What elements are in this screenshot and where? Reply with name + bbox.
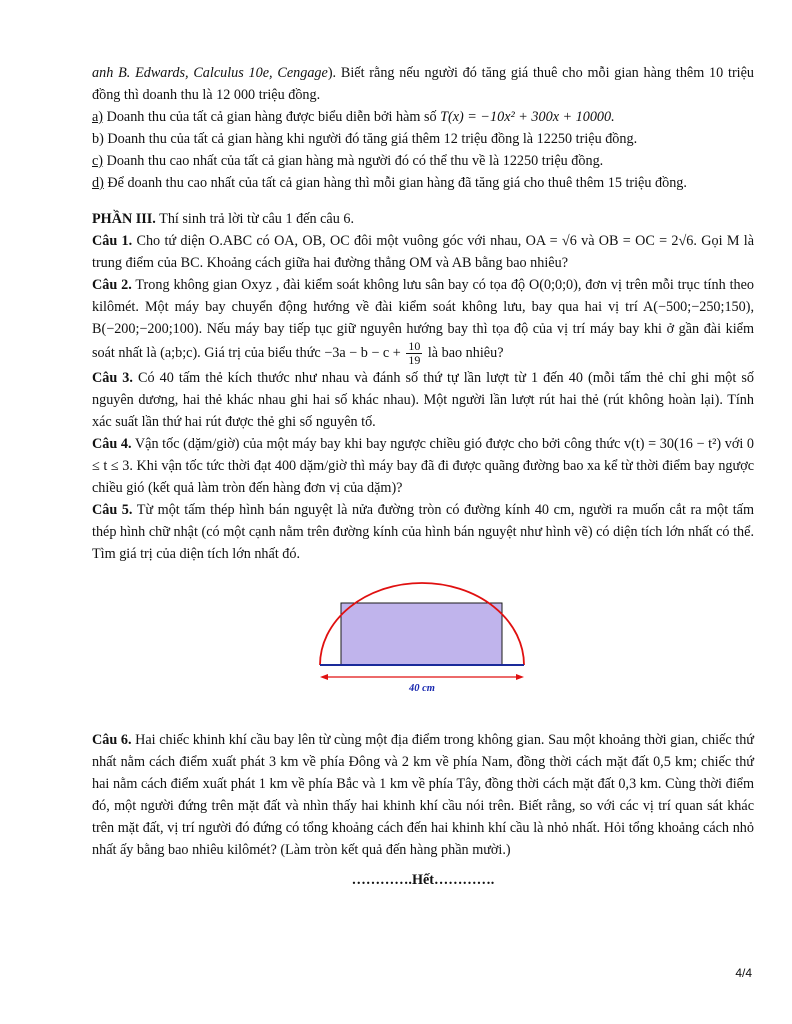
statement-c-text: Doanh thu cao nhất của tất cả gian hàng mà người đó có thể thu về là 12250 triệu đồng.	[103, 153, 604, 169]
statement-a	[92, 106, 754, 128]
statement-a-formula: T(x) = −10x² + 300x + 10000.	[440, 109, 615, 125]
part3-instructions: Thí sinh trả lời từ câu 1 đến câu 6.	[155, 211, 354, 227]
fraction-numerator: 10	[408, 339, 421, 353]
statement-d	[92, 172, 754, 194]
question-1-text: Cho tứ diện O.ABC có OA, OB, OC đôi một vuông góc với nhau, OA = √6 và OB = OC = 2√6. Gọi M là trung điểm của BC. Khoảng cách giữa hai đường thẳng OM và AB bằng bao nhiêu?	[92, 233, 754, 271]
statement-d-text: Để doanh thu cao nhất của tất cả gian hàng thì mỗi gian hàng đã tăng giá cho thuê thêm 15 triệu đồng.	[103, 175, 687, 191]
question-4-label: Câu 4.	[92, 436, 132, 452]
part3-title: PHẦN III.	[92, 211, 156, 227]
intro-paragraph	[92, 62, 754, 106]
question-2	[92, 274, 754, 367]
dimension-label: 40 cm	[409, 683, 435, 694]
statement-a-label: a)	[92, 109, 104, 125]
question-6	[92, 729, 754, 861]
question-4-text: Vận tốc (dặm/giờ) của một máy bay khi bay ngược chiều gió được cho bởi công thức v(t) = 30(16 − t²) với 0 ≤ t ≤ 3. Khi vận tốc tức thời đạt 400 dặm/giờ thì máy bay đã đi được quãng đường bao xa kể từ thời điểm bay ngược chiều gió (kết quả làm tròn đến hàng đơn vị của dặm)?	[92, 436, 754, 496]
question-5-label: Câu 5.	[92, 502, 133, 518]
question-5-text: Từ một tấm thép hình bán nguyệt là nửa đường tròn có đường kính 40 cm, người ra muốn cắt ra một tấm thép hình chữ nhật (có một cạnh nằm trên đường kính của hình bán nguyệt như hình vẽ) có diện tích lớn nhất có thể. Tìm giá trị của diện tích lớn nhất đó.	[92, 502, 754, 562]
semicircle-diagram	[92, 573, 754, 723]
semicircle-figure	[92, 573, 754, 723]
statement-a-text: Doanh thu của tất cả gian hàng được biểu diễn bởi hàm số	[103, 109, 441, 125]
statement-c	[92, 150, 754, 172]
question-3	[92, 367, 754, 433]
document-page	[92, 62, 754, 891]
fraction	[406, 340, 422, 367]
inscribed-rectangle	[341, 603, 502, 665]
question-2-label: Câu 2.	[92, 277, 132, 293]
question-2-text: Trong không gian Oxyz , đài kiểm soát không lưu sân bay có tọa độ O(0;0;0), đơn vị trên mỗi trục tính theo kilômét. Một máy bay chuyển động hướng về đài kiểm soát không lưu, bay qua hai vị trí A(−500;−250;150), B(−200;−200;100). Nếu máy bay tiếp tục giữ nguyên hướng bay thì tọa độ của vị trí máy bay khi ở gần đài kiểm soát nhất là (a;b;c). Giá trị của biểu thức −3a − b − c +	[92, 277, 754, 361]
statement-b: b) Doanh thu của tất cả gian hàng khi người đó tăng giá thêm 12 triệu đồng là 12250 triệu đồng.	[92, 131, 638, 147]
question-2-text-end: là bao nhiêu?	[424, 344, 504, 361]
question-3-text: Có 40 tấm thẻ kích thước như nhau và đánh số thứ tự lần lượt từ 1 đến 40 (mỗi tấm thẻ chỉ ghi một số nguyên dương, hai thẻ khác nhau ghi hai số khác nhau). Một người lần lượt rút hai thẻ (rút không hoàn lại). Tính xác suất lần thứ hai rút được thẻ ghi số nguyên tố.	[92, 370, 754, 430]
question-4	[92, 433, 754, 499]
question-5	[92, 499, 754, 565]
end-marker: ………….Hết………….	[351, 872, 495, 888]
question-1	[92, 230, 754, 274]
question-3-label: Câu 3.	[92, 370, 133, 386]
page-number: 4/4	[735, 966, 752, 980]
dimension-arrow-right	[516, 674, 524, 680]
statement-d-label: d)	[92, 175, 104, 191]
intro-text: ). Biết rằng nếu người đó tăng giá thuê cho mỗi gian hàng thêm 10 triệu đồng thì doanh thu là 12 000 triệu đồng.	[92, 65, 754, 103]
fraction-denominator: 19	[408, 353, 421, 367]
question-6-text: Hai chiếc khinh khí cầu bay lên từ cùng một địa điểm trong không gian. Sau một khoảng thời gian, chiếc thứ nhất nằm cách điểm xuất phát 3 km về phía Đông và 2 km về phía Nam, đồng thời cách mặt đất 0,5 km; chiếc thứ hai nằm cách điểm xuất phát 1 km về phía Bắc và 1 km về phía Tây, đồng thời cách mặt đất 0,3 km. Cùng thời điểm đó, một người đứng trên mặt đất và nhìn thấy hai khinh khí cầu nói trên. Biết rằng, so với các vị trí quan sát khác trên mặt đất, vị trí người đó đứng có tổng khoảng cách đến hai khinh khí cầu là nhỏ nhất. Hỏi tổng khoảng cách nhỏ nhất ấy bằng bao nhiêu kilômét? (Làm tròn kết quả đến hàng phần mười.)	[92, 732, 754, 858]
statement-c-label: c)	[92, 153, 104, 169]
question-6-label: Câu 6.	[92, 732, 132, 748]
intro-citation: anh B. Edwards, Calculus 10e, Cengage	[92, 65, 328, 81]
dimension-arrow-left	[320, 674, 328, 680]
question-1-label: Câu 1.	[92, 233, 133, 249]
part3-heading	[92, 208, 754, 230]
